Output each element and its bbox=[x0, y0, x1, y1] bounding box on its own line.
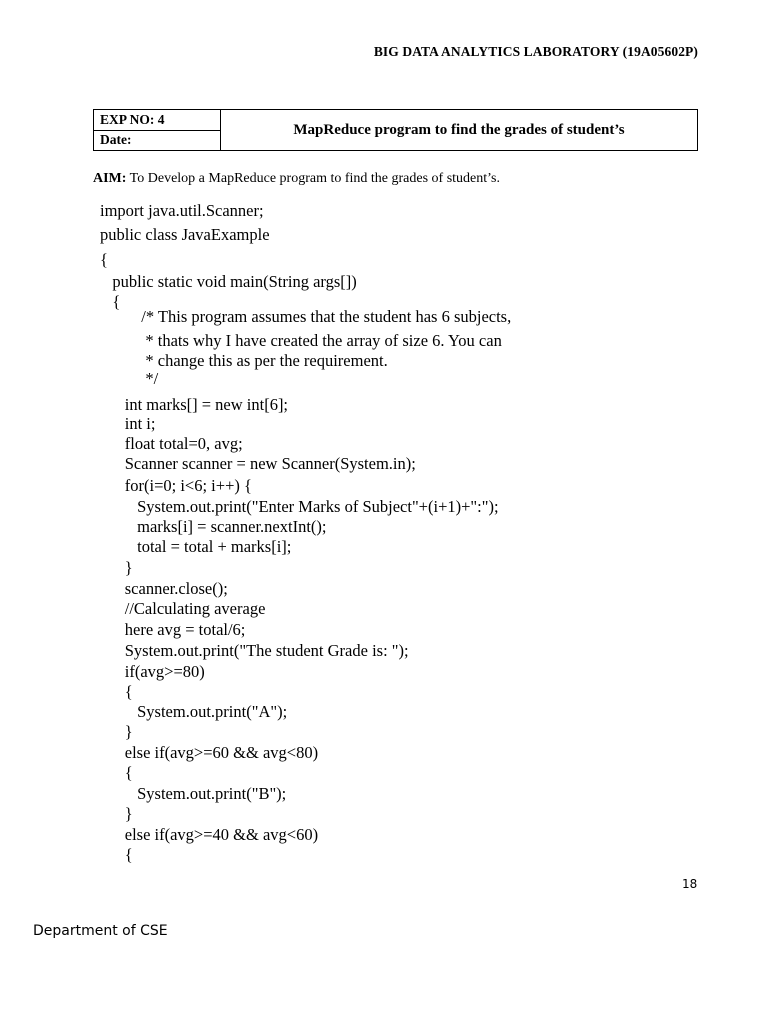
code-line: int marks[] = new int[6]; bbox=[100, 395, 289, 414]
page-number: 18 bbox=[682, 877, 698, 891]
code-line: else if(avg>=40 && avg<60) bbox=[100, 825, 319, 844]
code-line: { bbox=[100, 845, 133, 864]
code-line: marks[i] = scanner.nextInt(); bbox=[100, 517, 327, 536]
code-line: System.out.print("A"); bbox=[100, 702, 288, 721]
experiment-date: Date: bbox=[100, 132, 132, 148]
footer-department: Department of CSE bbox=[33, 923, 168, 939]
code-line: scanner.close(); bbox=[100, 579, 228, 598]
code-line: { bbox=[100, 763, 133, 782]
code-line: { bbox=[100, 682, 133, 701]
code-line: System.out.print("The student Grade is: "); bbox=[100, 641, 409, 660]
experiment-info-column bbox=[94, 110, 221, 150]
page-header-title: BIG DATA ANALYTICS LABORATORY (19A05602P) bbox=[373, 44, 698, 59]
code-line: * change this as per the requirement. bbox=[100, 351, 388, 370]
code-line: { bbox=[100, 250, 108, 269]
code-line: { bbox=[100, 292, 121, 311]
code-line: * thats why I have created the array of size 6. You can bbox=[100, 331, 502, 350]
code-line: //Calculating average bbox=[100, 599, 266, 618]
experiment-number: EXP NO: 4 bbox=[94, 110, 220, 131]
code-line: System.out.print("Enter Marks of Subject"+(i+1)+":"); bbox=[100, 497, 499, 516]
code-line: for(i=0; i<6; i++) { bbox=[100, 476, 252, 495]
aim-label: AIM: bbox=[93, 171, 127, 186]
code-line: total = total + marks[i]; bbox=[100, 537, 292, 556]
code-line: if(avg>=80) bbox=[100, 662, 205, 681]
code-line: } bbox=[100, 558, 133, 577]
code-line: import java.util.Scanner; bbox=[100, 201, 264, 220]
code-line: else if(avg>=60 && avg<80) bbox=[100, 743, 319, 762]
code-line: */ bbox=[100, 369, 159, 388]
aim-statement bbox=[93, 171, 500, 187]
code-line: public static void main(String args[]) bbox=[100, 272, 357, 291]
code-line: /* This program assumes that the student has 6 subjects, bbox=[100, 307, 512, 326]
code-line: int i; bbox=[100, 414, 156, 433]
experiment-title: MapReduce program to find the grades of student’s bbox=[293, 121, 625, 138]
code-line: public class JavaExample bbox=[100, 225, 270, 244]
code-line: System.out.print("B"); bbox=[100, 784, 287, 803]
aim-text: To Develop a MapReduce program to find the grades of student’s. bbox=[126, 171, 500, 186]
code-line: } bbox=[100, 722, 133, 741]
code-line: } bbox=[100, 804, 133, 823]
experiment-header-table bbox=[93, 109, 698, 151]
code-line: float total=0, avg; bbox=[100, 434, 243, 453]
code-line: here avg = total/6; bbox=[100, 620, 246, 639]
code-line: Scanner scanner = new Scanner(System.in); bbox=[100, 454, 416, 473]
